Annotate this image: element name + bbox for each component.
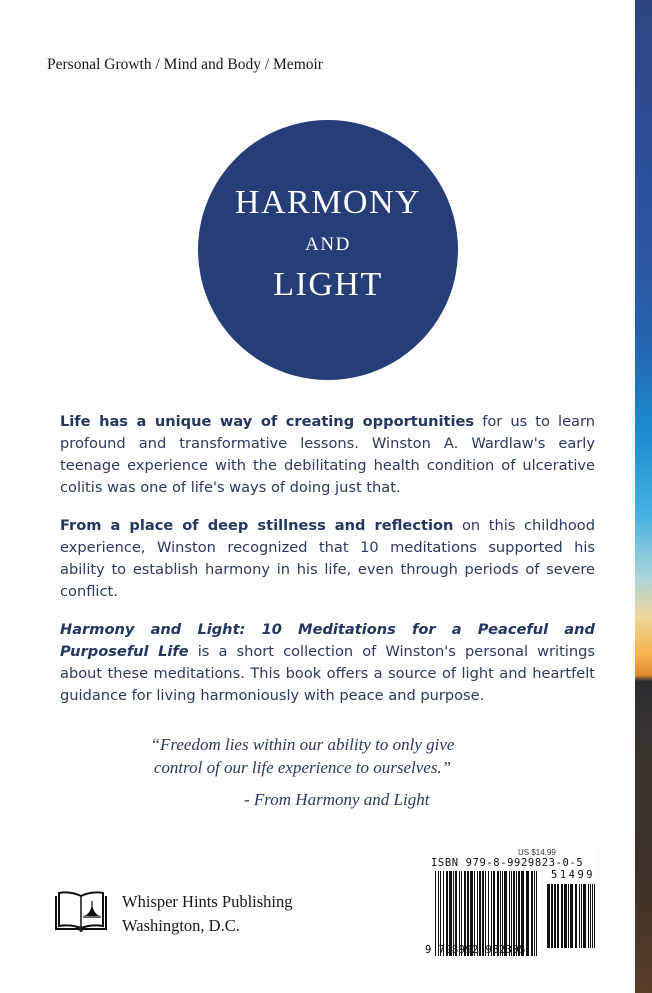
blurb-paragraph-1: [60, 411, 595, 499]
barcode-bar: [564, 884, 567, 948]
barcode-bar: [588, 884, 589, 948]
blurb-paragraph-2: [60, 515, 595, 603]
barcode-bar: [536, 871, 537, 956]
barcode-bar: [570, 884, 573, 948]
barcode-bar: [557, 884, 559, 948]
barcode-bar: [561, 884, 563, 948]
spine-sunset-strip: [635, 0, 652, 993]
barcode-bar: [594, 884, 595, 948]
paragraph-lead: From a place of deep stillness and reflection: [60, 517, 454, 534]
paragraph-lead: Life has a unique way of creating opportunities: [60, 413, 475, 430]
barcode-bar: [526, 871, 529, 956]
blurb: [60, 411, 595, 723]
quote-line-1: “Freedom lies within our ability to only give: [150, 735, 455, 754]
barcode-bar: [534, 871, 535, 956]
blurb-paragraph-3: [60, 619, 595, 707]
title-circle: [198, 120, 458, 380]
barcode-bar: [568, 884, 569, 948]
isbn-number: ISBN 979-8-9929823-0-5: [431, 857, 584, 869]
barcode-bar: [592, 884, 593, 948]
price-label: US $14.99: [518, 848, 556, 857]
title-line-1: HARMONY: [234, 184, 422, 221]
pull-quote: [150, 733, 455, 779]
category-line: Personal Growth / Mind and Body / Memoir: [47, 56, 323, 73]
barcode-bar: [554, 884, 556, 948]
ean-number: 9 798992 982305: [425, 944, 526, 956]
barcode-bar: [575, 884, 577, 948]
publisher-info: [122, 890, 293, 938]
isbn-barcode: [425, 848, 597, 958]
barcode-bar: [547, 884, 550, 948]
book-full-title: Harmony and Light: 10 Meditations for a Peaceful and Purposeful Life: [60, 621, 595, 660]
barcode-bar: [590, 884, 591, 948]
quote-line-2: control of our life experience to ourselves.”: [153, 758, 452, 777]
barcode-bar: [581, 884, 582, 948]
publisher-name: Whisper Hints Publishing: [122, 892, 293, 911]
quote-attribution: - From Harmony and Light: [244, 790, 430, 809]
title-line-3: LIGHT: [273, 266, 383, 303]
publisher-location: Washington, D.C.: [122, 916, 240, 935]
paragraph-text: for us to learn profound and transformative lessons. Winston A. Wardlaw's early teenage experience with the debilitating health condition of ulcerative colitis was one of life's ways of doing just that.: [60, 413, 595, 496]
barcode-bar: [531, 871, 533, 956]
paragraph-text: is a short collection of Winston's personal writings about these meditations. This book offers a source of light and heartfelt guidance for living harmoniously with peace and purpose.: [60, 643, 595, 704]
title-line-2: AND: [305, 234, 351, 255]
barcode-bar: [551, 884, 553, 948]
paragraph-text: on this childhood experience, Winston recognized that 10 meditations supported his ability to establish harmony in his life, even through periods of severe conflict.: [60, 517, 595, 600]
barcode-bar: [583, 884, 586, 948]
barcode-bar: [579, 884, 580, 948]
price-addon-code: 51499: [551, 869, 596, 881]
open-book-icon: [54, 890, 108, 936]
